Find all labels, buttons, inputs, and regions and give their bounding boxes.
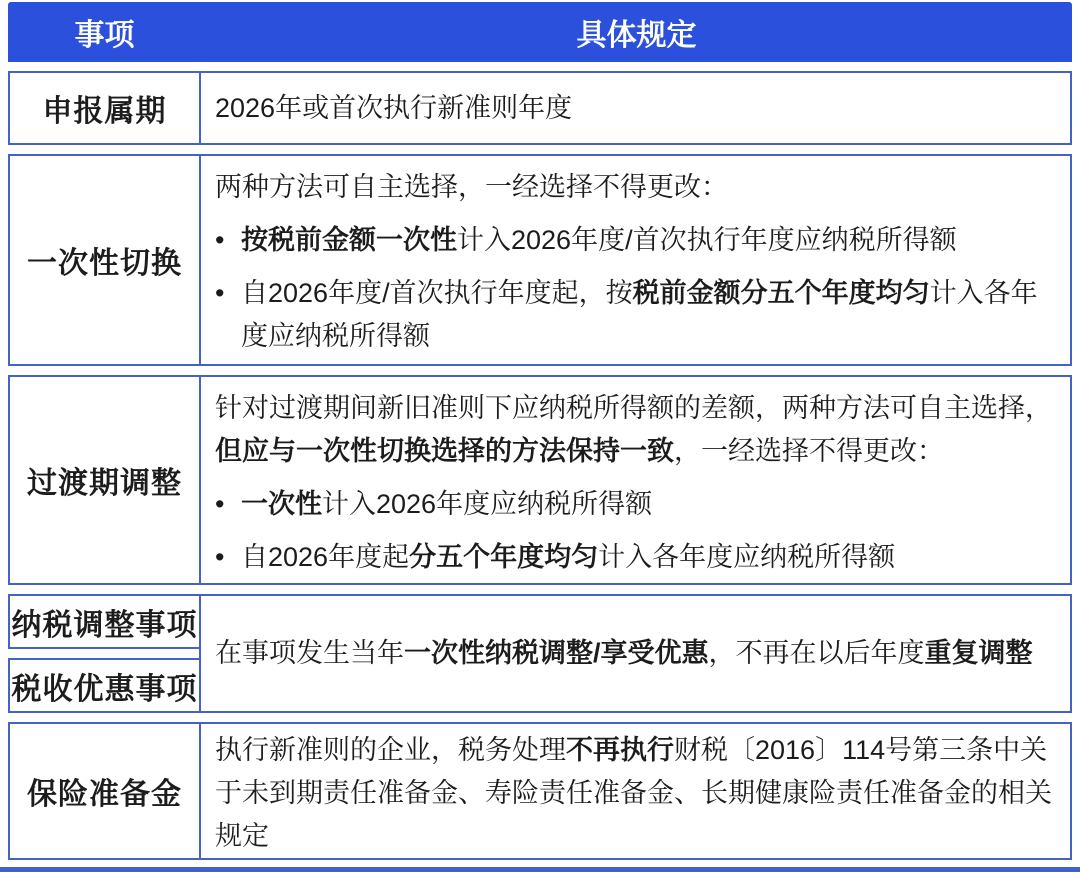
one-time-switch-intro: 两种方法可自主选择，一经选择不得更改：: [215, 172, 728, 202]
cell-merged-adjustment-detail: [199, 594, 1072, 713]
bullet-text: 自2026年度/首次执行年度起，按税前金额分五个年度均匀计入各年度应纳税所得额: [241, 278, 1038, 351]
row-label-tax-preference: 税收优惠事项: [8, 658, 201, 713]
row-label-insurance-reserve: 保险准备金: [8, 722, 201, 860]
declaration-period-text: 2026年或首次执行新准则年度: [215, 92, 573, 123]
bullet-icon: •: [215, 542, 225, 572]
merged-adjustment-text: 在事项发生当年一次性纳税调整/享受优惠，不再在以后年度重复调整: [215, 638, 1033, 668]
bullet-icon: •: [215, 489, 225, 519]
row-label-tax-adjustment: 纳税调整事项: [8, 594, 201, 649]
bullet-text: 一次性计入2026年度应纳税所得额: [241, 489, 653, 519]
regulation-table: [8, 2, 1072, 860]
table-header: [8, 2, 1072, 62]
transition-adjustment-bullet-2: [215, 536, 1054, 579]
insurance-reserve-text: 执行新准则的企业，税务处理不再执行财税〔2016〕114号第三条中关于未到期责任准备金、寿险责任准备金、长期健康险责任准备金的相关规定: [215, 735, 1052, 851]
cell-one-time-switch-detail: [199, 154, 1072, 366]
bullet-icon: •: [215, 225, 225, 255]
bullet-icon: •: [215, 278, 225, 308]
row-label-declaration-period: 申报属期: [8, 71, 201, 145]
row-label-transition-adjustment: 过渡期调整: [8, 375, 201, 585]
cell-transition-adjustment-detail: [199, 375, 1072, 585]
cell-insurance-reserve-detail: [199, 722, 1072, 860]
row-label-one-time-switch: 一次性切换: [8, 154, 201, 366]
transition-adjustment-intro: 针对过渡期间新旧准则下应纳税所得额的差额，两种方法可自主选择，但应与一次性切换选择的方法保持一致，一经选择不得更改：: [215, 393, 1052, 466]
transition-adjustment-bullet-1: [215, 483, 1054, 526]
bottom-divider-bar: [0, 867, 1080, 872]
bullet-text: 自2026年度起分五个年度均匀计入各年度应纳税所得额: [241, 542, 896, 572]
one-time-switch-bullet-2: [215, 272, 1054, 358]
bullet-text: 按税前金额一次性计入2026年度/首次执行年度应纳税所得额: [241, 225, 957, 255]
cell-declaration-period-detail: [199, 71, 1072, 145]
header-detail-cell: 具体规定: [576, 19, 697, 52]
table-body: [8, 71, 1072, 860]
header-item-cell: 事项: [74, 19, 135, 52]
one-time-switch-bullet-1: [215, 219, 1054, 262]
